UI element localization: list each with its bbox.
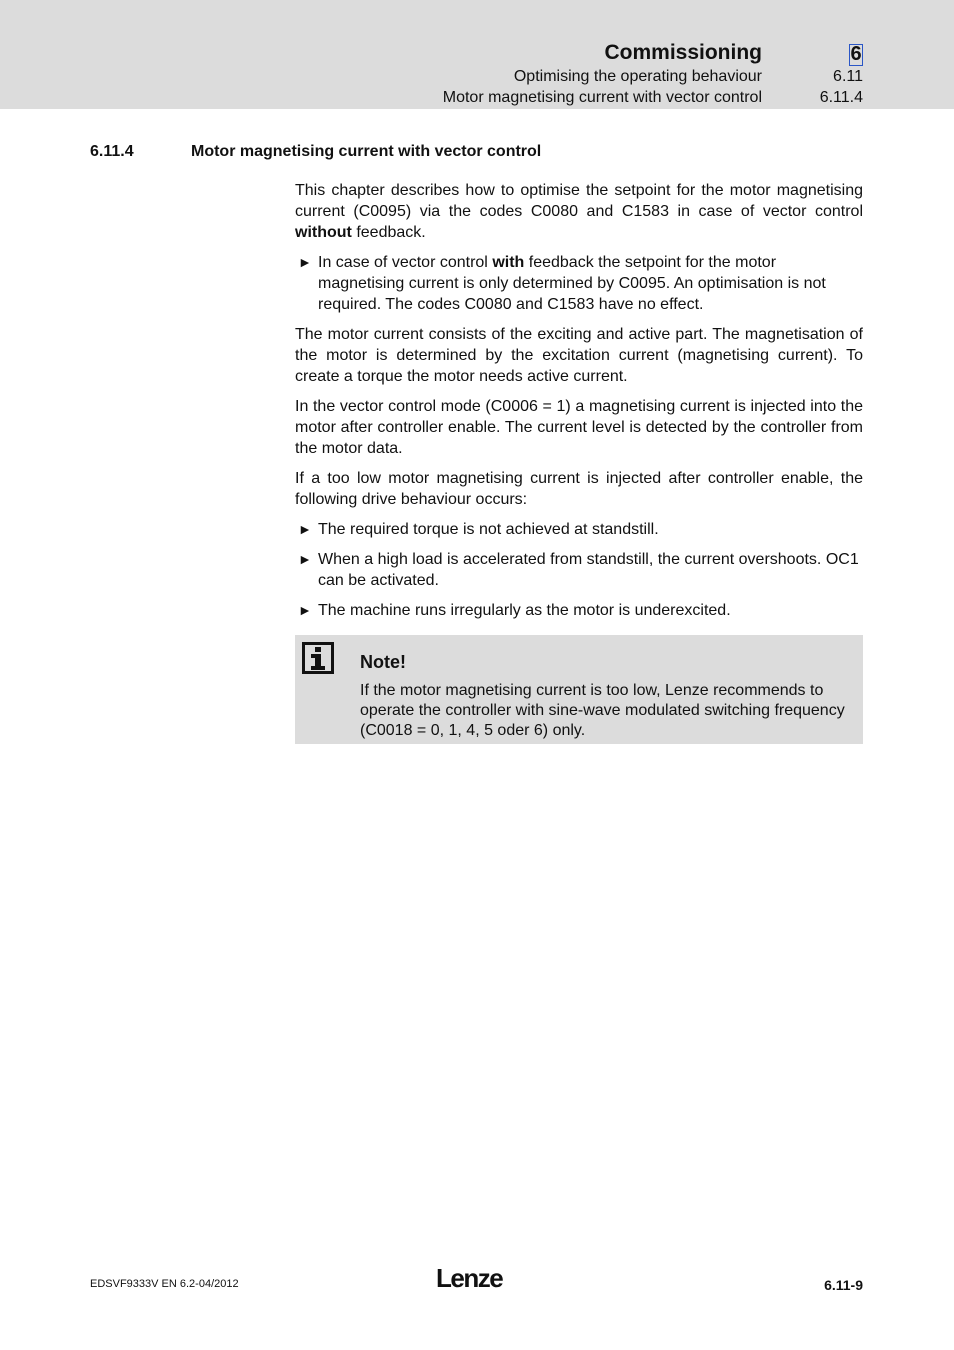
main-content bbox=[295, 180, 863, 630]
lenze-logo: Lenze bbox=[436, 1263, 503, 1293]
paragraph-vector-mode: In the vector control mode (C0006 = 1) a magnetising current is injected into the motor after controller enable. The current level is detected by the controller from the motor data. bbox=[295, 398, 863, 457]
list-item: ► The required torque is not achieved at standstill. bbox=[298, 521, 659, 538]
bullet-arrow-icon: ► bbox=[298, 602, 312, 618]
bullet-arrow-icon: ► bbox=[298, 521, 312, 537]
header-subsection-label: Optimising the operating behaviour bbox=[513, 68, 762, 85]
paragraph-motor-current: The motor current consists of the exciting and active part. The magnetisation of the motor is determined by the excitation current (magnetising current). To create a torque the motor needs active current. bbox=[295, 326, 863, 385]
bullet-arrow-icon: ► bbox=[298, 254, 312, 270]
list-item: ► The machine runs irregularly as the motor is underexcited. bbox=[298, 602, 731, 619]
header-subsection-number: 6.11 bbox=[833, 68, 863, 85]
section-number: 6.11.4 bbox=[90, 143, 134, 160]
intro-paragraph: This chapter describes how to optimise the setpoint for the motor magnetising current (C0095) via the codes C0080 and C1583 in case of vector control without feedback. bbox=[295, 182, 863, 241]
note-text: If the motor magnetising current is too low, Lenze recommends to operate the controller with sine-wave modulated switching frequency (C0018 = 0, 1, 4, 5 oder 6) only. bbox=[360, 682, 845, 739]
header-section-label: Motor magnetising current with vector control bbox=[442, 89, 762, 106]
footer-doc-id: EDSVF9333V EN 6.2-04/2012 bbox=[90, 1278, 239, 1290]
chapter-number-link[interactable]: 6 bbox=[850, 43, 862, 65]
header-title: Commissioning bbox=[604, 41, 762, 64]
section-title: Motor magnetising current with vector control bbox=[191, 143, 542, 160]
note-box bbox=[295, 635, 863, 744]
header-section-number: 6.11.4 bbox=[819, 89, 863, 106]
list-item: ► When a high load is accelerated from standstill, the current overshoots. OC1 can be activated. bbox=[298, 551, 859, 589]
bullet-arrow-icon: ► bbox=[298, 551, 312, 567]
paragraph-low-current: If a too low motor magnetising current is injected after controller enable, the following drive behaviour occurs: bbox=[295, 470, 863, 508]
footer-page-number: 6.11-9 bbox=[824, 1277, 863, 1293]
list-item: ► In case of vector control with feedback the setpoint for the motor magnetising current is only determined by C0095. An optimisation is not required. The codes C0080 and C1583 have no effect. bbox=[298, 254, 826, 313]
info-icon bbox=[302, 642, 334, 674]
note-title: Note! bbox=[360, 652, 406, 672]
